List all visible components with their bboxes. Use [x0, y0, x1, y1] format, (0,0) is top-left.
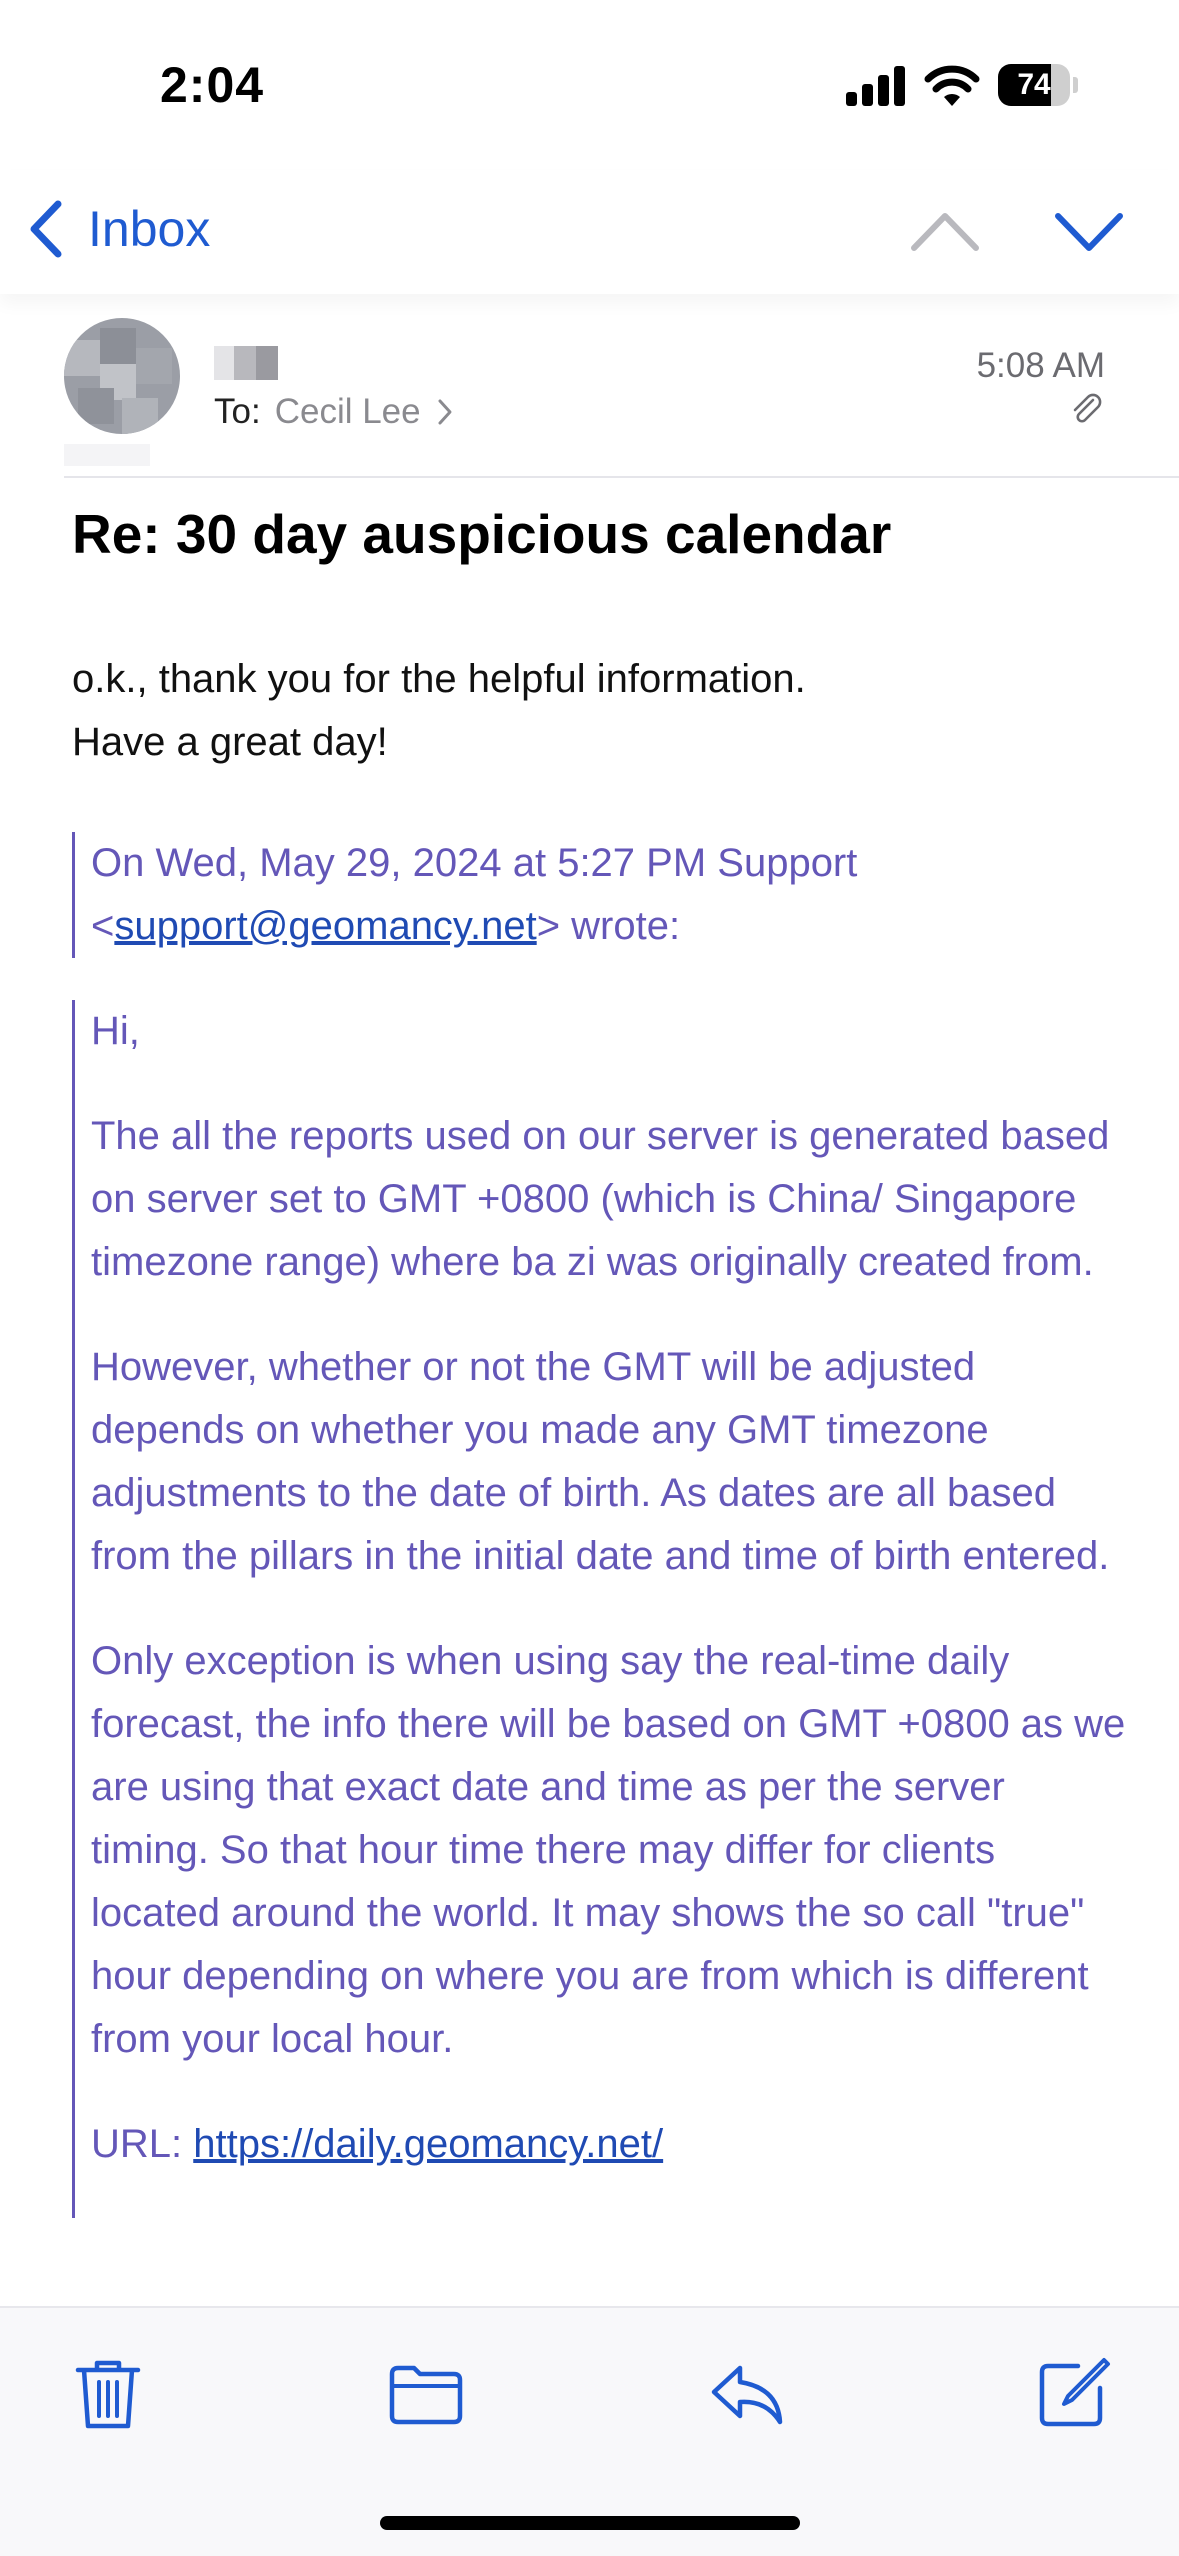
email-header: [0, 294, 1179, 478]
compose-button[interactable]: [1032, 2354, 1112, 2434]
quote-attribution-line: On Wed, May 29, 2024 at 5:27 PM Support: [91, 841, 858, 885]
reply-icon: [708, 2354, 788, 2434]
home-indicator: [380, 2516, 800, 2530]
move-to-folder-button[interactable]: [386, 2354, 466, 2434]
recipient-name: Cecil Lee: [274, 392, 421, 431]
battery-level: 74: [1017, 68, 1051, 101]
back-label: Inbox: [88, 201, 211, 257]
folder-icon: [386, 2354, 466, 2434]
daily-url-link[interactable]: https://daily.geomancy.net/: [193, 2122, 664, 2166]
quoted-paragraph: Hi,: [91, 1009, 140, 1053]
quoted-message: [72, 1000, 1132, 2218]
header-divider: [64, 476, 1179, 478]
quote-lt: <: [91, 904, 115, 948]
quoted-paragraph: The all the reports used on our server is generated based on server set to GMT +0800 (which is China/ Singapore timezone range) where ba zi was originally created from.: [91, 1114, 1110, 1284]
quoted-paragraph: However, whether or not the GMT will be adjusted depends on whether you made any GMT timezone adjustments to the date of birth. As dates are all based from the pillars in the initial date and time of birth entered.: [91, 1345, 1110, 1578]
reply-line: o.k., thank you for the helpful information.: [72, 657, 806, 701]
trash-icon: [68, 2354, 148, 2434]
reply-line: Have a great day!: [72, 720, 388, 764]
email-subject: Re: 30 day auspicious calendar: [72, 503, 892, 565]
reply-body: [72, 648, 806, 774]
delete-button[interactable]: [68, 2354, 148, 2434]
message-time: 5:08 AM: [976, 346, 1105, 385]
support-email-link[interactable]: support@geomancy.net: [114, 904, 537, 948]
chevron-left-icon: [26, 198, 66, 260]
quoted-url-line: [91, 2113, 1132, 2176]
quote-attribution: [72, 832, 1112, 958]
to-label: To:: [214, 392, 261, 431]
url-label: URL:: [91, 2122, 194, 2166]
battery-icon: [998, 64, 1078, 106]
sender-avatar[interactable]: [64, 318, 180, 434]
compose-icon: [1032, 2354, 1112, 2434]
avatar-label-blur: [64, 444, 150, 466]
wifi-icon: [924, 62, 980, 108]
nav-bar: [0, 170, 1179, 294]
paperclip-icon: [1069, 392, 1103, 426]
recipient-row[interactable]: [214, 392, 453, 432]
quoted-paragraph: Only exception is when using say the real-time daily forecast, the info there will be based on GMT +0800 as we are using that exact date and time as per the server timing. So that hour time there may differ for clients located around the world. It may shows the so call "true" hour depending on where you are from which is different from your local hour.: [91, 1639, 1126, 2061]
sender-name-redacted: [214, 346, 278, 380]
chevron-right-icon: [437, 398, 453, 426]
back-button[interactable]: [26, 194, 210, 264]
quote-wrote: > wrote:: [536, 904, 681, 948]
status-bar: [0, 0, 1179, 170]
cellular-signal-icon: [846, 66, 906, 106]
previous-message-chevron-up-icon: [908, 202, 982, 260]
next-message-chevron-down-icon[interactable]: [1052, 202, 1126, 260]
reply-button[interactable]: [708, 2354, 788, 2434]
status-time: 2:04: [160, 57, 265, 113]
